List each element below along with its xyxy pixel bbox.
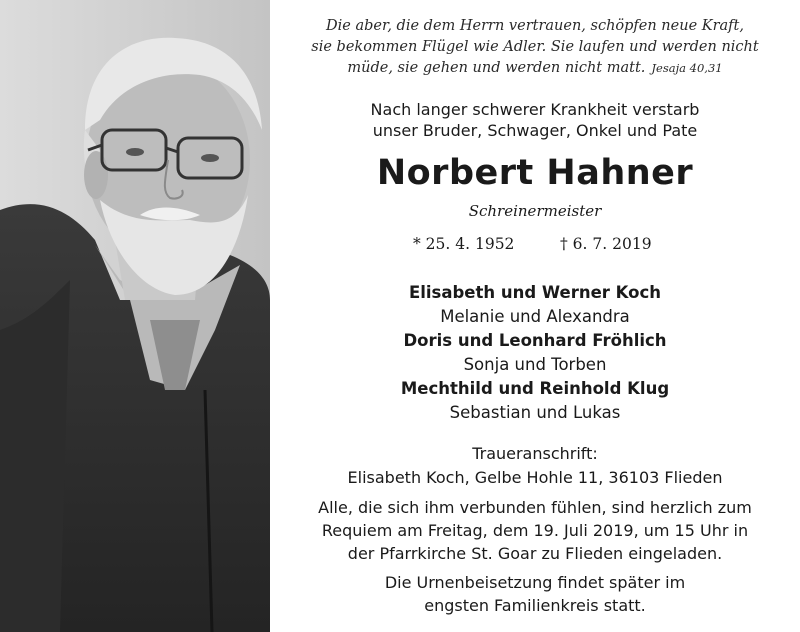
obituary-text <box>270 0 800 632</box>
quote-source: Jesaja 40,31 <box>651 61 723 75</box>
requiem-line-3: der Pfarrkirche St. Goar zu Flieden eingeladen. <box>347 544 723 563</box>
birth-date: * 25. 4. 1952 <box>413 235 515 253</box>
quote-line-1: Die aber, die dem Herrn vertrauen, schöpfen neue Kraft, <box>326 18 744 34</box>
quote-line-3-text: müde, sie gehen und werden nicht matt. <box>347 60 646 76</box>
address-text: Elisabeth Koch, Gelbe Hohle 11, 36103 Flieden <box>347 468 723 487</box>
portrait-illustration <box>0 0 270 632</box>
quote-line-3 <box>270 60 800 76</box>
deceased-name: Norbert Hahner <box>376 153 694 193</box>
family-line: Sonja und Torben <box>463 355 607 374</box>
intro-line-2: unser Bruder, Schwager, Onkel und Pate <box>372 121 698 140</box>
requiem-line-1: Alle, die sich ihm verbunden fühlen, sind herzlich zum <box>318 498 752 517</box>
burial-line-2: engsten Familienkreis statt. <box>424 596 646 615</box>
death-date: † 6. 7. 2019 <box>560 235 652 253</box>
family-line: Elisabeth und Werner Koch <box>408 283 662 302</box>
requiem-line-2: Requiem am Freitag, dem 19. Juli 2019, um 15 Uhr in <box>321 521 749 540</box>
address-label: Traueranschrift: <box>472 444 598 463</box>
family-line: Sebastian und Lukas <box>449 403 621 422</box>
profession: Schreinermeister <box>468 202 602 220</box>
quote-line-2: sie bekommen Flügel wie Adler. Sie laufen und werden nicht <box>311 39 759 55</box>
intro-line-1: Nach langer schwerer Krankheit verstarb <box>370 100 700 119</box>
portrait-photo <box>0 0 270 632</box>
family-line: Mechthild und Reinhold Klug <box>400 379 670 398</box>
family-line: Doris und Leonhard Fröhlich <box>403 331 667 350</box>
family-line: Melanie und Alexandra <box>440 307 630 326</box>
burial-line-1: Die Urnenbeisetzung findet später im <box>384 573 686 592</box>
